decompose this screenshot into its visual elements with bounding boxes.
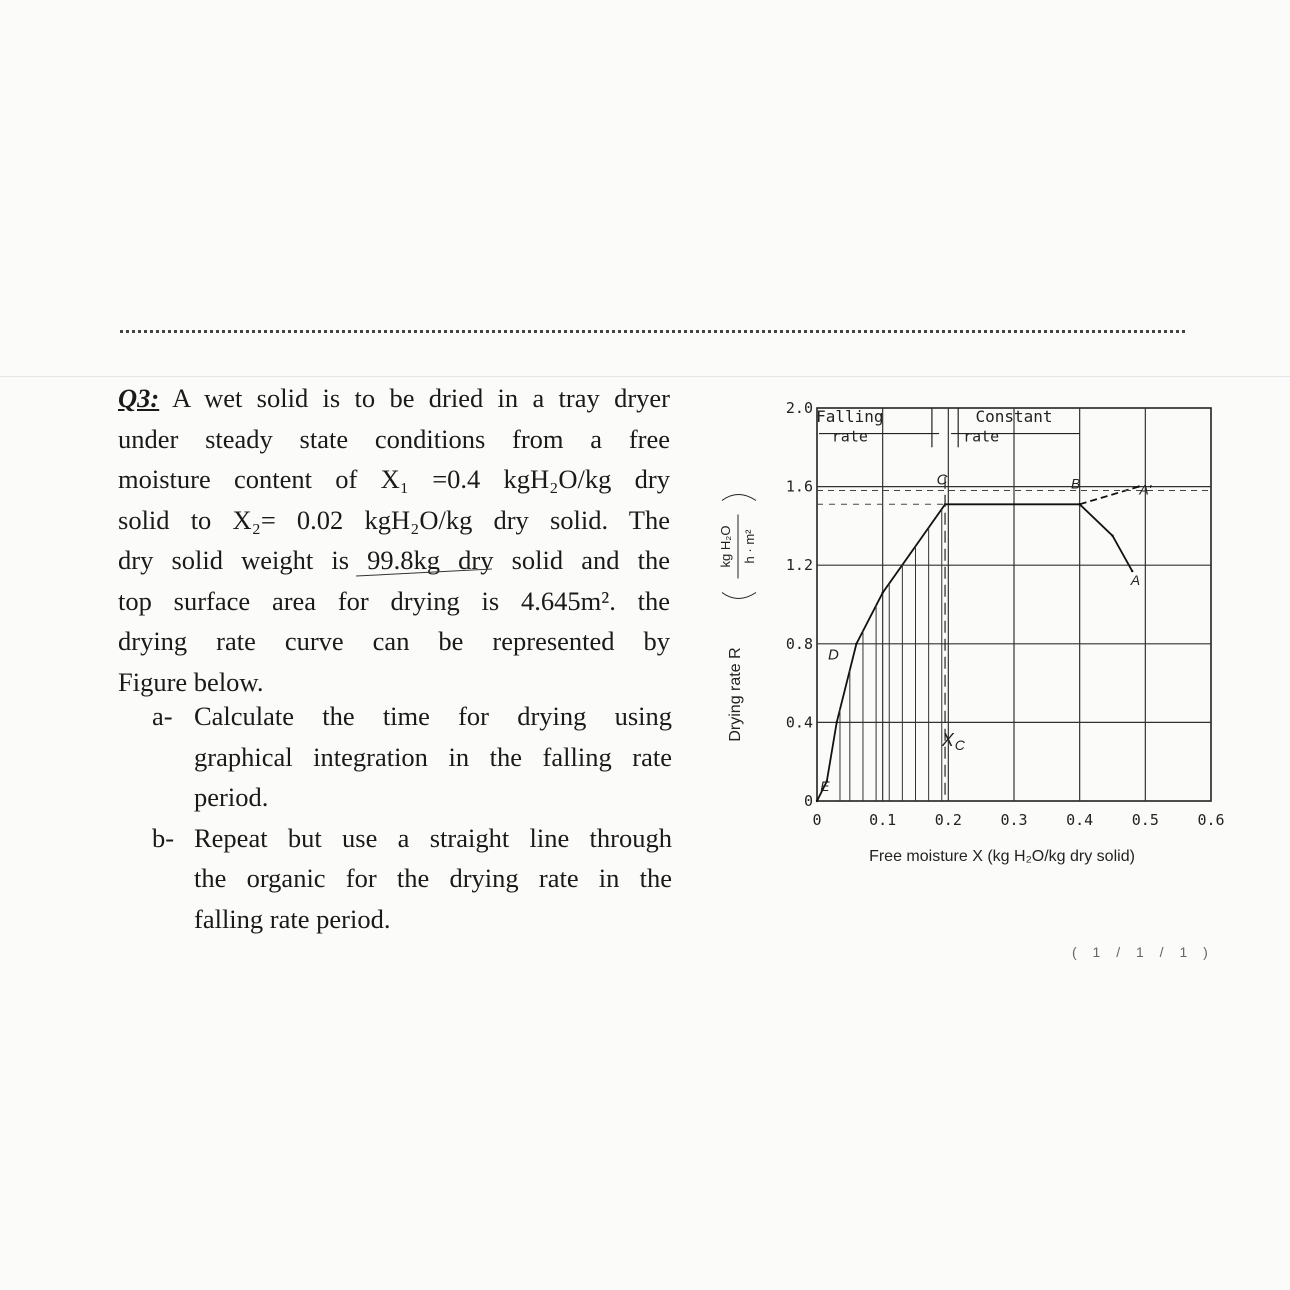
series-line xyxy=(1080,487,1139,505)
x-tick-label: 0.1 xyxy=(869,811,897,829)
question-text xyxy=(118,378,670,702)
y-axis-units-paren xyxy=(722,593,756,599)
x-tick-label: 0.2 xyxy=(934,811,962,829)
y-tick-label: 2.0 xyxy=(785,399,813,417)
y-axis-units-top: kg H₂O xyxy=(718,525,733,568)
x-tick-label: 0.6 xyxy=(1197,811,1225,829)
part-a-marker: a- xyxy=(152,701,173,731)
question-line-8: Figure below. xyxy=(118,666,264,697)
series-line xyxy=(1080,504,1133,571)
question-line-4: solid to X₂= 0.02 kgH₂O/kg dry solid. The xyxy=(118,504,670,535)
drying-rate-chart xyxy=(700,380,1240,890)
question-line-2: under steady state conditions from a free xyxy=(118,423,670,454)
data-point xyxy=(836,721,838,723)
y-axis-units-paren xyxy=(722,495,756,501)
falling-rate-label: Falling xyxy=(816,406,884,426)
data-point xyxy=(855,643,857,645)
x-axis-label: Free moisture X (kg H₂O/kg dry solid) xyxy=(869,848,1135,865)
part-b-line: Repeat but use a straight line through xyxy=(194,822,672,853)
question-line-5: dry solid weight is 99.8kg dry solid and the xyxy=(118,545,670,575)
part-b-line: the organic for the drying rate in the xyxy=(194,863,672,893)
part-a xyxy=(152,696,672,818)
page-crease xyxy=(0,376,1290,377)
part-a-line: period. xyxy=(194,782,269,812)
footer-scrawl: ( 1 / 1 / 1 ) xyxy=(1072,944,1214,960)
constant-rate-label: Constant xyxy=(975,406,1053,426)
question-line-1: Q3: A wet solid is to be dried in a tray dryer xyxy=(118,383,670,413)
falling-rate-label: rate xyxy=(831,427,868,446)
part-a-line: Calculate the time for drying using xyxy=(194,701,672,731)
y-tick-label: 0.4 xyxy=(785,713,813,732)
y-tick-label: 1.6 xyxy=(785,477,813,496)
y-tick-label: 0.8 xyxy=(785,634,813,653)
y-tick-label: 1.2 xyxy=(785,556,813,575)
x-tick-label: 0.5 xyxy=(1131,811,1159,829)
question-label: Q3: xyxy=(118,383,160,413)
part-b xyxy=(152,818,672,940)
critical-moisture-label: X xyxy=(941,729,954,750)
point-label-b: B xyxy=(1070,475,1081,492)
constant-rate-label: rate xyxy=(963,427,1000,446)
point-label-e: E xyxy=(820,778,830,795)
data-point xyxy=(881,592,883,594)
part-a-line: graphical integration in the falling rate xyxy=(194,741,672,772)
x-tick-label: 0.4 xyxy=(1066,811,1094,829)
question-parts xyxy=(152,696,672,939)
part-b-line: falling rate period. xyxy=(194,903,391,934)
question-line-7: drying rate curve can be represented by xyxy=(118,626,670,656)
critical-moisture-subscript: C xyxy=(954,736,965,753)
question-line-6: top surface area for drying is 4.645m². the xyxy=(118,585,670,616)
data-point xyxy=(1078,503,1080,505)
point-label-a: A xyxy=(1130,571,1141,588)
y-axis-units-bottom: h · m² xyxy=(742,529,757,564)
question-line-3: moisture content of X₁ =0.4 kgH₂O/kg dry xyxy=(118,464,670,494)
y-axis-label: Drying rate R xyxy=(727,647,744,742)
x-tick-label: 0 xyxy=(812,811,822,829)
x-tick-label: 0.3 xyxy=(1000,811,1028,829)
point-label-d: D xyxy=(827,646,839,664)
dotted-separator xyxy=(120,330,1185,333)
chart-svg xyxy=(700,380,1240,890)
part-b-marker: b- xyxy=(152,822,175,853)
point-label-a-prime: A' xyxy=(1139,481,1152,498)
point-label-c: C xyxy=(936,471,948,489)
data-point xyxy=(816,800,818,802)
y-tick-label: 0 xyxy=(803,792,813,810)
data-point xyxy=(1111,535,1113,537)
